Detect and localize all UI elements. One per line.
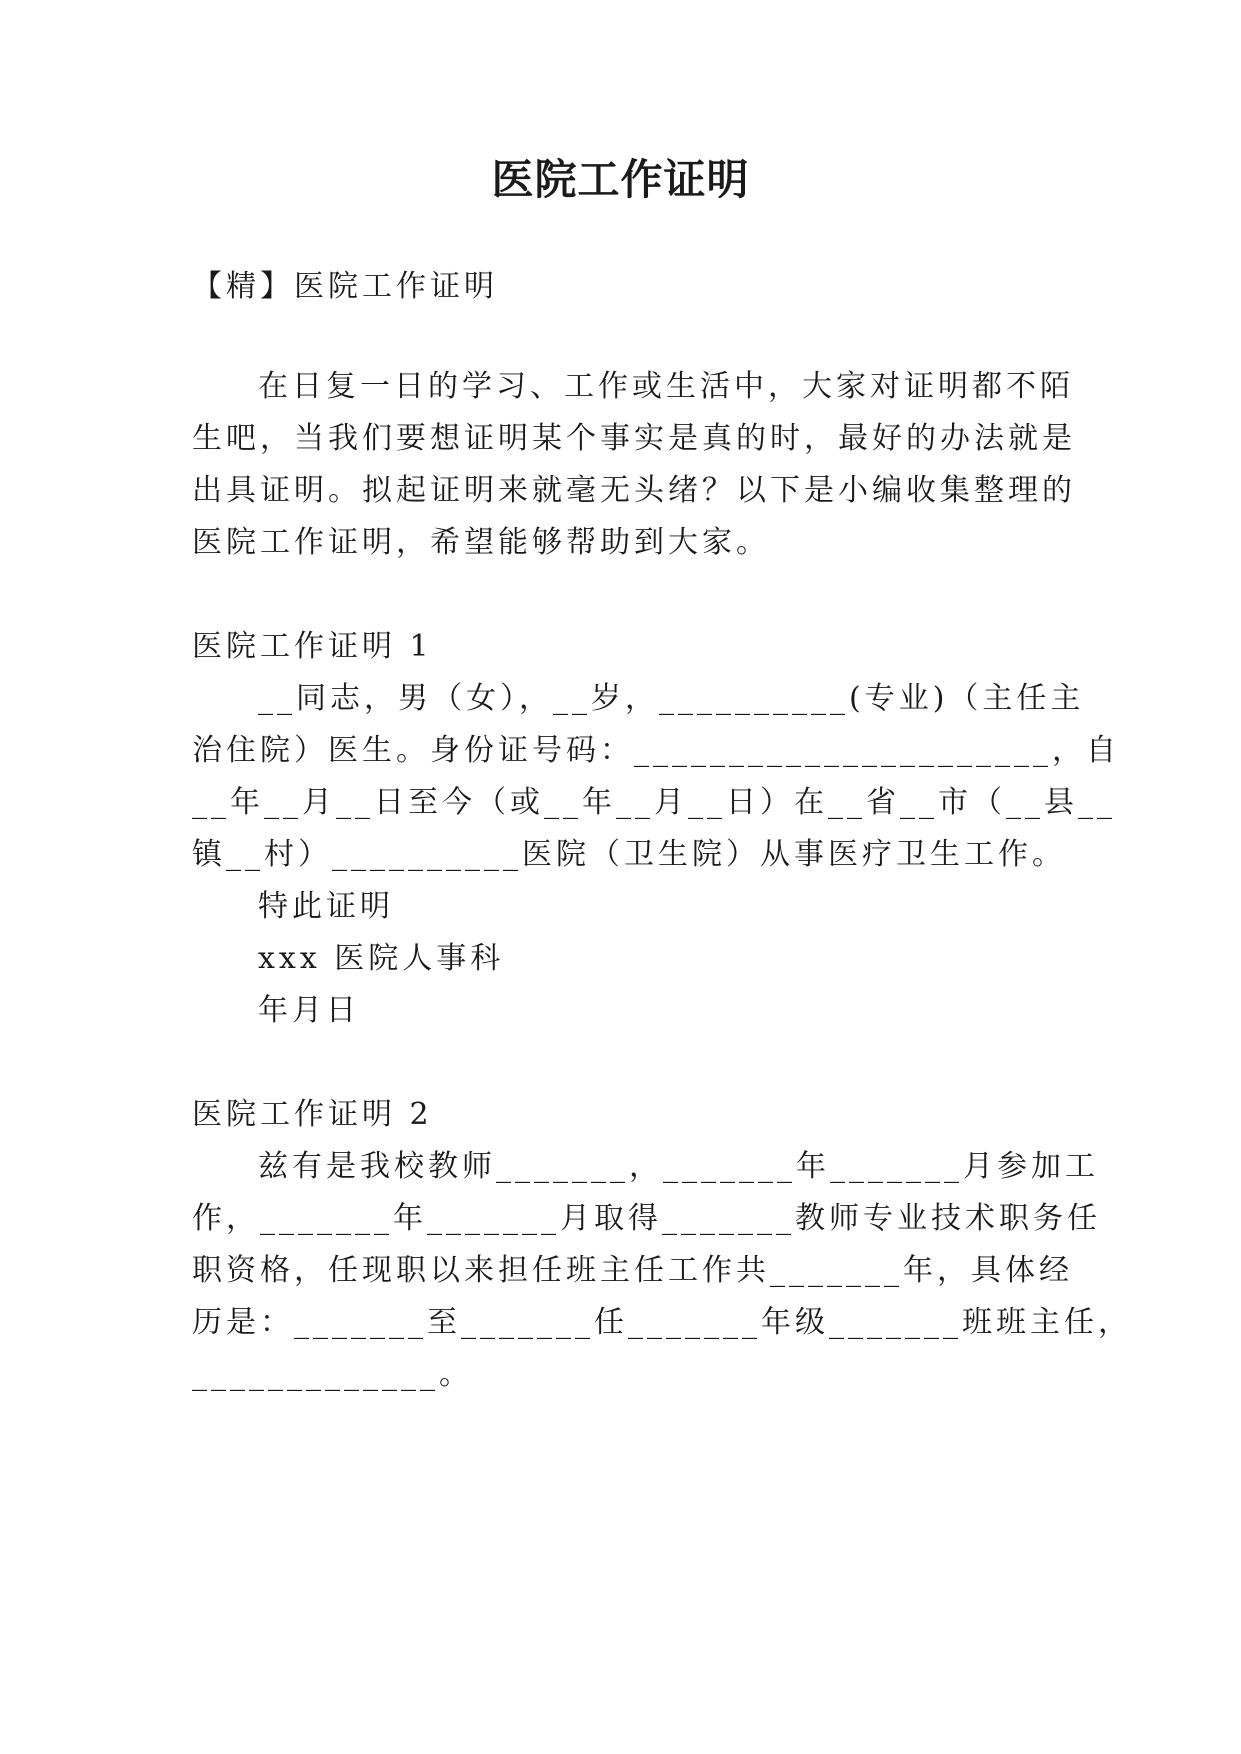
section1-line-1: __同志，男（女），__岁，__________(专业)（主任主 (258, 681, 1085, 716)
section1-line-2: 治住院）医生。身份证号码：______________________，自 (192, 733, 1120, 768)
intro-line-1: 在日复一日的学习、工作或生活中，大家对证明都不陌 (258, 369, 1074, 404)
section1-line-3: __年__月__日至今（或__年__月__日）在__省__市（__县__ (192, 785, 1116, 820)
section2-line-1: 兹有是我校教师_______，_______年_______月参加工 (258, 1149, 1099, 1184)
intro-line-4: 医院工作证明，希望能够帮助到大家。 (192, 525, 770, 560)
page-title: 医院工作证明 (491, 155, 750, 204)
document-subtitle: 【精】医院工作证明 (192, 269, 498, 304)
section2-heading: 医院工作证明 2 (192, 1097, 433, 1132)
section1-line-4: 镇__村）__________医院（卫生院）从事医疗卫生工作。 (192, 837, 1066, 872)
section1-signature: xxx 医院人事科 (258, 941, 505, 976)
section2-line-3: 职资格，任现职以来担任班主任工作共_______年，具体经 (192, 1253, 1073, 1288)
section1-heading: 医院工作证明 1 (192, 629, 433, 664)
intro-line-2: 生吧，当我们要想证明某个事实是真的时，最好的办法就是 (192, 421, 1076, 456)
section2-line-5: _____________。 (192, 1357, 473, 1392)
section1-closing: 特此证明 (258, 889, 394, 924)
section2-line-2: 作，_______年_______月取得_______教师专业技术职务任 (192, 1201, 1101, 1236)
section1-date: 年月日 (258, 993, 360, 1028)
intro-line-3: 出具证明。拟起证明来就毫无头绪？以下是小编收集整理的 (192, 473, 1076, 508)
section2-line-4: 历是：_______至_______任_______年级_______班班主任， (192, 1305, 1132, 1340)
